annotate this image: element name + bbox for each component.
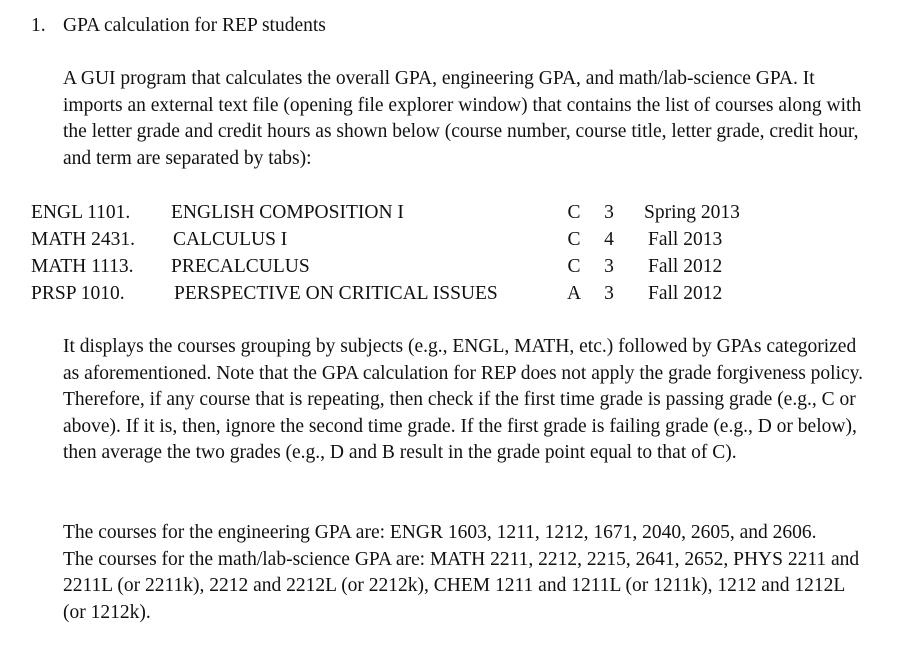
math-courses-text: The courses for the math/lab-science GPA are: MATH 2211, 2212, 2215, 2641, 2652, PHYS 2211 and 2211L (or 2211k), 2212 and 2212L (or 2212k), CHEM 1211 and 1211L (or 1211k), 1212 and 1212L (or 1212k).	[63, 548, 860, 623]
course-title: CALCULUS I	[173, 229, 288, 250]
course-term: Fall 2012	[648, 283, 723, 304]
course-number: MATH 1113.	[31, 256, 134, 277]
course-grade: C	[567, 229, 581, 250]
course-row	[31, 280, 791, 307]
course-credit: 4	[604, 229, 614, 250]
course-row	[31, 199, 791, 226]
course-credit: 3	[604, 202, 614, 223]
course-list	[31, 199, 791, 307]
course-row	[31, 253, 791, 280]
engineering-courses-text: The courses for the engineering GPA are: ENGR 1603, 1211, 1212, 1671, 2040, 2605, and 2606.	[63, 522, 817, 543]
intro-text: A GUI program that calculates the overall GPA, engineering GPA, and math/lab-science GPA. It imports an external text file (opening file explorer window) that contains the list of courses along with the letter grade and credit hours as shown below (course number, course title, letter grade, credit hour, and term are separated by tabs):	[63, 68, 862, 169]
course-title: PRECALCULUS	[171, 256, 310, 277]
course-term: Fall 2013	[648, 229, 723, 250]
course-requirements	[63, 520, 868, 626]
course-grade: C	[567, 256, 581, 277]
section-number: 1.	[31, 15, 46, 36]
section-title: GPA calculation for REP students	[63, 15, 326, 36]
course-term: Fall 2012	[648, 256, 723, 277]
course-title: ENGLISH COMPOSITION I	[171, 202, 404, 223]
intro-paragraph	[63, 66, 868, 172]
course-title: PERSPECTIVE ON CRITICAL ISSUES	[174, 283, 498, 304]
course-grade: C	[567, 202, 581, 223]
description-text: It displays the courses grouping by subjects (e.g., ENGL, MATH, etc.) followed by GPAs categorized as aforementioned. Note that the GPA calculation for REP does not apply the grade forgiveness policy. Therefore, if any course that is repeating, then check if the first time grade is passing grade (e.g., C or above). If it is, then, ignore the second time grade. If the first grade is failing grade (e.g., D or below), then average the two grades (e.g., D and B result in the grade point equal to that of C).	[63, 336, 864, 463]
course-grade: A	[566, 283, 582, 304]
course-credit: 3	[604, 256, 614, 277]
course-term: Spring 2013	[644, 202, 740, 223]
description-paragraph	[63, 334, 868, 467]
course-credit: 3	[604, 283, 614, 304]
course-number: ENGL 1101.	[31, 202, 131, 223]
course-number: PRSP 1010.	[31, 283, 125, 304]
course-number: MATH 2431.	[31, 229, 136, 250]
section-heading	[31, 13, 326, 39]
course-row	[31, 226, 791, 253]
